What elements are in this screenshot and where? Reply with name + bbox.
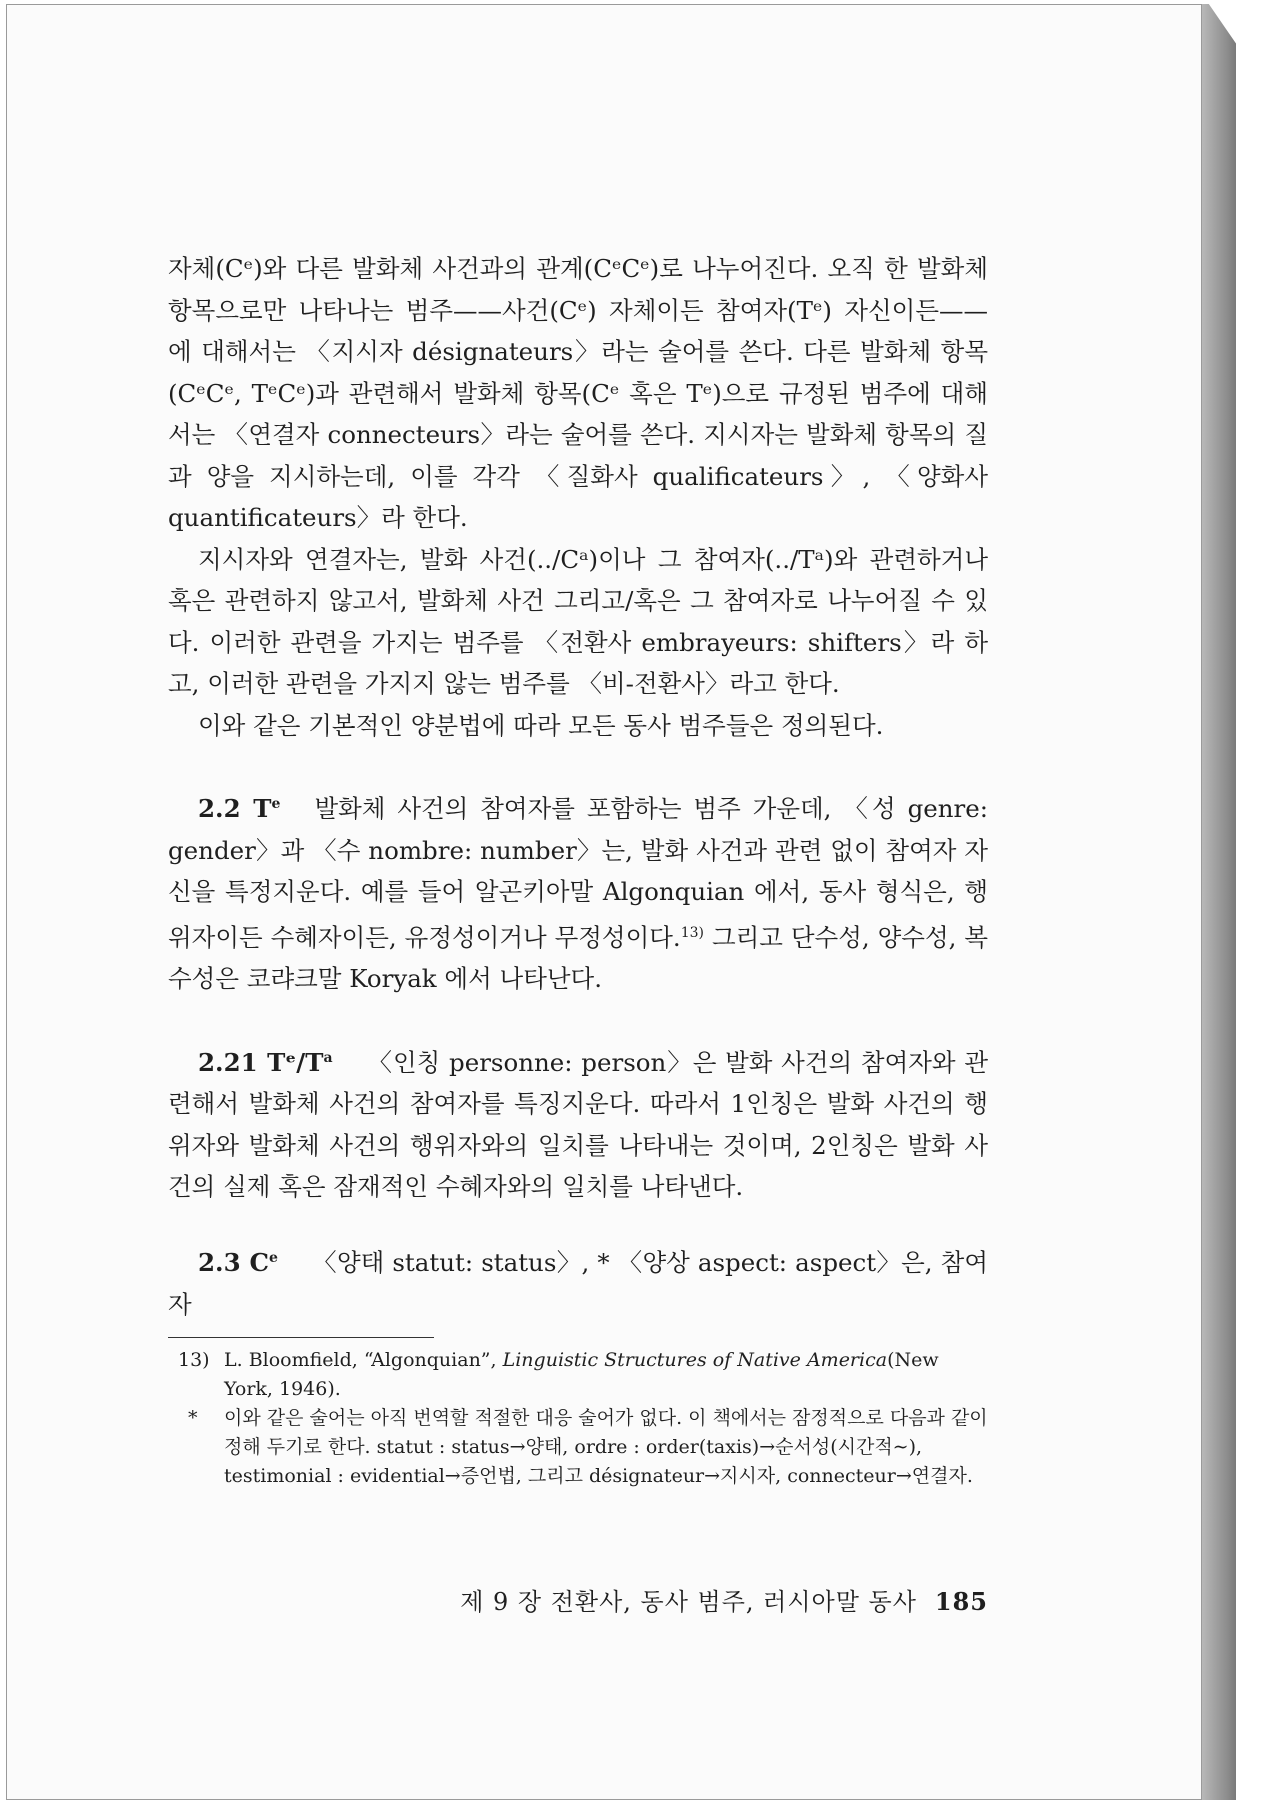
footnote-asterisk: * 이와 같은 술어는 아직 번역할 적절한 대응 술어가 없다. 이 책에서는 잠정적으로 다음과 같이 정해 두기로 한다. statut : status→양태, ordre : order(taxis)→순서성(시간적∼), testimonial : evidential→증언법, 그리고 désignateur→지시자, connecteur→연결자. bbox=[188, 1407, 988, 1488]
paragraph-1: 자체(Cᵉ)와 다른 발화체 사건과의 관계(CᵉCᵉ)로 나누어진다. 오직 한 발화체 항목으로만 나타나는 범주——사건(Cᵉ) 자체이든 참여자(Tᵉ) 자신이든——에 대해서는 〈지시자 désignateurs〉라는 술어를 쓴다. 다른 발화체 항목(CᵉCᵉ, TᵉCᵉ)과 관련해서 발화체 항목(Cᵉ 혹은 Tᵉ)으로 규정된 범주에 대해서는 〈연결자 connecteurs〉라는 술어를 쓴다. 지시자는 발화체 항목의 질과 양을 지시하는데, 이를 각각 〈질화사 qualificateurs〉, 〈양화사 quantificateurs〉라 한다. bbox=[168, 254, 988, 532]
running-footer bbox=[440, 1582, 988, 1617]
section-2-2 bbox=[168, 784, 988, 1000]
footnote-book-title: Linguistic Structures of Native America bbox=[502, 1349, 888, 1372]
page-number: 185 bbox=[934, 1587, 988, 1616]
section-text-2-2: 발화체 사건의 참여자를 포함하는 범주 가운데, 〈성 genre: gender〉과 〈수 nombre: number〉는, 발화 사건과 관련 없이 참여자 자신을 특정지운다. 예를 들어 알곤키아말 Algonquian 에서, 동사 형식은, 행위자이든 수혜자이든, 유정성이거나 무정성이다. bbox=[168, 794, 988, 952]
paragraph-2: 지시자와 연결자는, 발화 사건(../Cᵃ)이나 그 참여자(../Tᵃ)와 관련하거나 혹은 관련하지 않고서, 발화체 사건 그리고/혹은 그 참여자로 나누어질 수 있다. 이러한 관련을 가지는 범주를 〈전환사 embrayeurs: shifters〉라 하고, 이러한 관련을 가지지 않는 범주를 〈비-전환사〉라고 한다. bbox=[168, 544, 988, 698]
section-text-2-21: 〈인칭 personne: person〉은 발화 사건의 참여자와 관련해서 발화체 사건의 참여자를 특징지운다. 따라서 1인칭은 발화 사건의 행위자와 발화체 사건의 행위자와의 일치를 나타내는 것이며, 2인칭은 발화 사건의 실제 혹은 잠재적인 수혜자와의 일치를 나타낸다. bbox=[168, 1047, 988, 1202]
section-heading-2-3: 2.3 Ce bbox=[198, 1248, 278, 1278]
page-edge-shadow bbox=[1202, 4, 1236, 1800]
section-2-3 bbox=[168, 1238, 988, 1325]
section-2-21 bbox=[168, 1038, 988, 1208]
page-content bbox=[168, 248, 988, 1491]
section-heading-2-2: 2.2 $T^e$ bbox=[198, 794, 281, 824]
footnote-divider bbox=[168, 1337, 434, 1338]
section-text-2-3: 〈양태 statut: status〉, * 〈양상 aspect: aspect〉은, 참여자 bbox=[168, 1248, 989, 1319]
footnote-13: 13) L. Bloomfield, “Algonquian”, Linguistic Structures of Native America(New York, 1946). bbox=[178, 1349, 939, 1401]
section-text-2-2-cont: 그리고 단수성, 양수성, 복수성은 코랴크말 Koryak 에서 나타난다. bbox=[168, 922, 989, 994]
section-heading-2-21: 2.21 $Tᵉ/T^a$ bbox=[198, 1047, 333, 1077]
footnote-ref-13[interactable]: 13) bbox=[680, 924, 705, 941]
chapter-title: 제 9 장 전환사, 동사 범주, 러시아말 동사 bbox=[460, 1588, 917, 1616]
paragraph-3: 이와 같은 기본적인 양분법에 따라 모든 동사 범주들은 정의된다. bbox=[198, 710, 884, 740]
